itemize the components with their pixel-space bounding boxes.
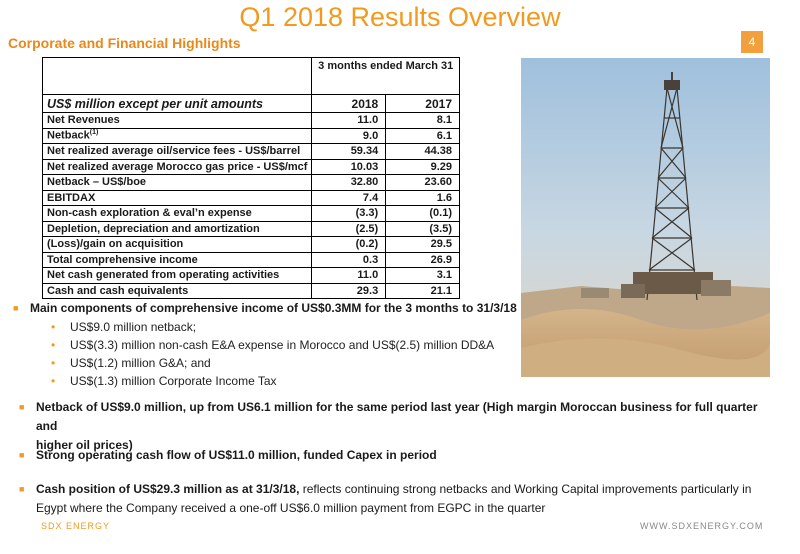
value-2017: 8.1 [386,113,460,129]
value-2017: (0.1) [386,206,460,222]
footer-website: WWW.SDXENERGY.COM [640,521,764,531]
page-number-badge: 4 [741,31,763,53]
sub-bullet-dot-icon: • [51,320,56,334]
table-row [43,159,460,175]
footnote-marker: (1) [89,129,99,137]
row-label: Netback – US$/boe [43,175,312,191]
value-2018: (2.5) [312,221,386,237]
row-label: Non-cash exploration & eval’n expense [43,206,312,222]
row-label: Net cash generated from operating activities [43,268,312,284]
table-row [43,175,460,191]
sub-bullet-text: US$(3.3) million non-cash E&A expense in Morocco and US$(2.5) million DD&A [70,338,495,352]
sub-bullet-text: US$9.0 million netback; [70,320,197,334]
units-header: US$ million except per unit amounts [43,95,312,113]
table-row [43,252,460,268]
bullet-text-line2: Egypt where the Company received a one-off US$6.0 million payment from EGPC in the quarter [36,501,546,515]
value-2017: 29.5 [386,237,460,253]
value-2017: 3.1 [386,268,460,284]
value-2017: 1.6 [386,190,460,206]
value-2017: 6.1 [386,128,460,144]
table-row [43,190,460,206]
bullet-text-line1: Netback of US$9.0 million, up from US6.1 million for the same period last year (High margin Moroccan business for full quarter and [36,400,758,433]
row-label: EBITDAX [43,190,312,206]
bullet-square-icon: ■ [19,402,25,412]
period-header: 3 months ended March 31 [312,58,460,95]
bullet-cash-position [19,480,776,518]
value-2017: 26.9 [386,252,460,268]
year-2018-header: 2018 [312,95,386,113]
row-label: Cash and cash equivalents [43,283,312,299]
table-row [43,206,460,222]
slide-title: Q1 2018 Results Overview [239,2,561,32]
row-label: Netback$^{(1)}$ [43,128,312,144]
bullet-text-line2: higher oil prices) [36,438,133,452]
value-2018: (3.3) [312,206,386,222]
row-label: (Loss)/gain on acquisition [43,237,312,253]
bullet-operating-cash-flow [19,446,437,465]
slide-subtitle: Corporate and Financial Highlights [8,35,241,51]
sub-bullet-dot-icon: • [51,338,56,352]
bullet-square-icon: ■ [13,303,19,313]
table-units-header-row [43,95,460,113]
value-2017: 9.29 [386,159,460,175]
table-row [43,268,460,284]
row-label: Total comprehensive income [43,252,312,268]
value-2018: 11.0 [312,113,386,129]
table-row [43,128,460,144]
drilling-rig-image [521,58,770,377]
table-period-header-row [43,58,460,95]
bullet-text: Main components of comprehensive income of US$0.3MM for the 3 months to 31/3/18 [30,301,517,315]
footer-company-name: SDX ENERGY [41,521,111,531]
value-2018: 9.0 [312,128,386,144]
bullet-text-bold: Cash position of US$29.3 million as at 31/3/18, [36,482,300,496]
financial-highlights-table [42,57,460,299]
bullet-square-icon: ■ [19,450,25,460]
sub-bullet-item [51,354,211,372]
table-body [43,113,460,299]
value-2018: 11.0 [312,268,386,284]
bullet-comprehensive-income [13,299,517,318]
table-row [43,237,460,253]
table-row [43,144,460,160]
value-2018: 0.3 [312,252,386,268]
sub-bullet-item [51,336,495,354]
value-2017: 21.1 [386,283,460,299]
drilling-rig-photo [521,58,770,377]
row-label: Net realized average Morocco gas price - US$/mcf [43,159,312,175]
table-row [43,283,460,299]
value-2017: 44.38 [386,144,460,160]
table-empty-header-cell [43,58,312,95]
bullet-text: Strong operating cash flow of US$11.0 million, funded Capex in period [36,448,437,462]
value-2017: (3.5) [386,221,460,237]
sub-bullet-text: US$(1.3) million Corporate Income Tax [70,374,277,388]
value-2018: 10.03 [312,159,386,175]
value-2017: 23.60 [386,175,460,191]
bullet-text-rest: reflects continuing strong netbacks and Working Capital improvements particularly in [299,482,752,496]
value-2018: 32.80 [312,175,386,191]
sub-bullet-text: US$(1.2) million G&A; and [70,356,211,370]
year-2017-header: 2017 [386,95,460,113]
row-label: Depletion, depreciation and amortization [43,221,312,237]
sub-bullet-dot-icon: • [51,356,56,370]
value-2018: 7.4 [312,190,386,206]
bullet-square-icon: ■ [19,484,25,494]
table-row [43,113,460,129]
row-label: Net realized average oil/service fees - US$/barrel [43,144,312,160]
value-2018: (0.2) [312,237,386,253]
value-2018: 29.3 [312,283,386,299]
row-label: Net Revenues [43,113,312,129]
sub-bullet-item [51,318,197,336]
sub-bullet-item [51,372,277,390]
table-row [43,221,460,237]
value-2018: 59.34 [312,144,386,160]
sub-bullet-dot-icon: • [51,374,56,388]
